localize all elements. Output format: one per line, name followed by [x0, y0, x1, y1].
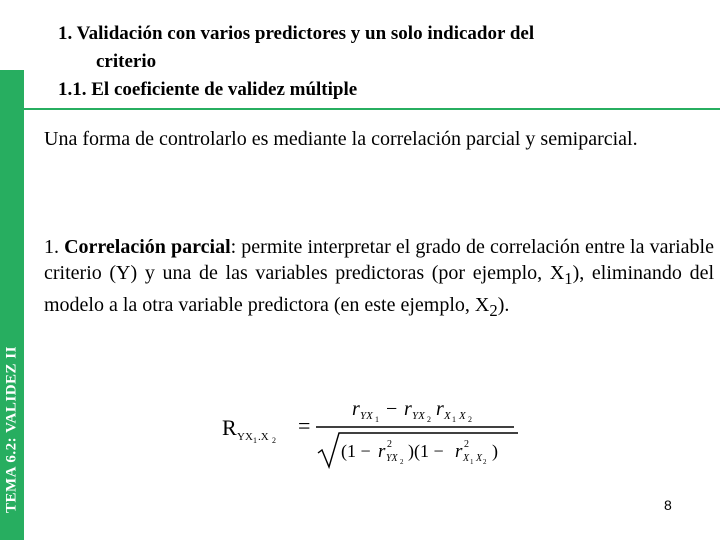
- para-term: Correlación parcial: [64, 236, 231, 258]
- num-r1: r: [352, 398, 360, 420]
- formula-lhs-sub-1: 1: [253, 436, 257, 445]
- num-r1-sub-idx: 1: [375, 415, 379, 424]
- page-number: 8: [664, 497, 672, 513]
- num-r3-sub-x2: X: [459, 410, 466, 422]
- para-sub-a: 1: [564, 269, 573, 288]
- intro-paragraph: Una forma de controlarlo es mediante la correlación parcial y semiparcial.: [44, 128, 638, 150]
- para-part-c: ).: [497, 294, 510, 316]
- num-minus: −: [386, 398, 398, 420]
- den-r2-sub-1: 1: [470, 458, 474, 466]
- num-r2: r: [404, 398, 412, 420]
- den-r2-sub-x1: X: [463, 453, 470, 464]
- title-line-2: criterio: [96, 51, 157, 72]
- para-prefix: 1.: [44, 236, 65, 258]
- den-close: ): [492, 441, 498, 461]
- num-r3: r: [436, 398, 444, 420]
- para-part-a: : permite interpretar el grado de correlación entre la variable criterio (Y) y una de las variables predictoras (por ejemplo, X: [44, 236, 714, 284]
- title-divider: [24, 108, 720, 110]
- den-open-1: (1 −: [341, 441, 371, 461]
- partial-correlation-formula: [218, 395, 538, 475]
- formula-lhs-R: R: [222, 415, 237, 440]
- num-r3-sub-2: 2: [468, 415, 472, 424]
- side-bar: [0, 70, 24, 540]
- num-r3-sub-x1: X: [444, 410, 451, 422]
- den-r2: r: [455, 441, 463, 462]
- den-r1-sup: 2: [387, 439, 392, 450]
- den-r1: r: [378, 441, 386, 462]
- slide-title: [58, 20, 698, 104]
- para-part-b: ), eliminando del modelo a la otra variable predictora (en este ejemplo, X: [44, 262, 714, 316]
- title-line-1: 1. Validación con varios predictores y un solo indicador del: [58, 23, 535, 44]
- den-r2-sub-x2: X: [476, 453, 483, 464]
- formula-equals: =: [298, 413, 311, 438]
- formula-lhs-sub: YX: [237, 431, 253, 443]
- formula-lhs-sub-2: 2: [272, 436, 276, 445]
- num-r2-sub-idx: 2: [427, 415, 431, 424]
- partial-correlation-paragraph: [44, 234, 714, 324]
- formula-lhs-sub-dot: .X: [258, 431, 269, 443]
- num-r2-sub: YX: [412, 410, 425, 422]
- title-line-3: 1.1. El coeficiente de validez múltiple: [58, 79, 358, 100]
- den-r1-sub: YX: [386, 453, 398, 464]
- den-close-open: )(1 −: [408, 441, 444, 461]
- den-r2-sup: 2: [464, 439, 469, 450]
- side-label: TEMA 6.2: VALIDEZ II: [3, 346, 20, 513]
- num-r1-sub: YX: [360, 410, 373, 422]
- para-sub-b: 2: [489, 301, 498, 320]
- num-r3-sub-1: 1: [452, 415, 456, 424]
- formula-numerator: [352, 398, 472, 424]
- den-r1-sub-idx: 2: [400, 458, 404, 466]
- den-r2-sub-2: 2: [483, 458, 487, 466]
